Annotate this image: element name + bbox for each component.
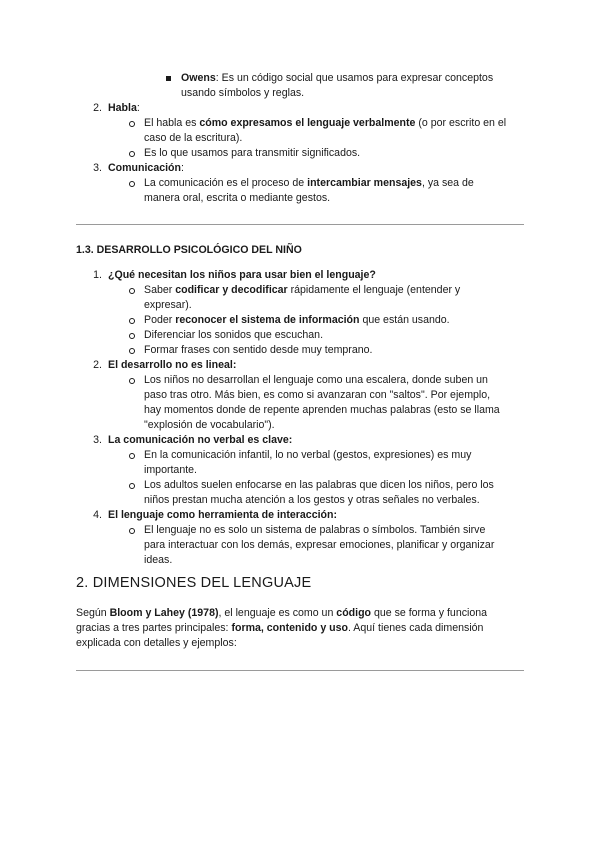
bullet-line: niños prestan mucha atención a los gestos y otras señales no verbales. xyxy=(144,494,480,506)
list-number: 4. xyxy=(93,509,102,521)
circle-bullet-icon xyxy=(129,318,135,324)
circle-bullet-icon xyxy=(129,333,135,339)
owens-line-2: usando símbolos y reglas. xyxy=(181,87,305,99)
circle-bullet-icon xyxy=(129,348,135,354)
bullet-line: importante. xyxy=(144,464,197,476)
list-number: 1. xyxy=(93,269,102,281)
bullet-line: para interactuar con los demás, expresar emociones, planificar y organizar xyxy=(144,539,495,551)
comunicacion-bullet-line-2: manera oral, escrita o mediante gestos. xyxy=(144,192,331,204)
bullet-line: expresar). xyxy=(144,299,192,311)
bullet-line: Saber codificar y decodificar rápidamente el lenguaje (entender y xyxy=(144,284,461,296)
circle-bullet-icon xyxy=(129,378,135,384)
bullet-line: El lenguaje no es solo un sistema de palabras o símbolos. También sirve xyxy=(144,524,486,536)
bullet-line: Los adultos suelen enfocarse en las palabras que dicen los niños, pero los xyxy=(144,479,494,491)
comunicacion-bullet-line-1: La comunicación es el proceso de intercambiar mensajes, ya sea de xyxy=(144,177,474,189)
circle-bullet-icon xyxy=(129,181,135,187)
list-number: 2. xyxy=(93,359,102,371)
list-number: 3. xyxy=(93,162,102,174)
circle-bullet-icon xyxy=(129,528,135,534)
circle-bullet-icon xyxy=(129,151,135,157)
circle-bullet-icon xyxy=(129,453,135,459)
comunicacion-heading: Comunicación: xyxy=(108,162,184,174)
item-heading: La comunicación no verbal es clave: xyxy=(108,434,293,446)
square-bullet-icon xyxy=(166,76,171,81)
circle-bullet-icon xyxy=(129,483,135,489)
bullet-line: Poder reconocer el sistema de información que están usando. xyxy=(144,314,450,326)
habla-bullet-1-line-2: caso de la escritura). xyxy=(144,132,243,144)
horizontal-divider xyxy=(76,670,524,671)
owens-term: Owens xyxy=(181,72,216,84)
habla-heading: Habla: xyxy=(108,102,140,114)
list-number: 2. xyxy=(93,102,102,114)
circle-bullet-icon xyxy=(129,288,135,294)
bullet-line: ideas. xyxy=(144,554,173,566)
owens-line-1: Owens: Es un código social que usamos para expresar conceptos xyxy=(181,72,494,84)
list-number: 3. xyxy=(93,434,102,446)
item-heading: ¿Qué necesitan los niños para usar bien el lenguaje? xyxy=(108,269,376,281)
section-heading-2: 2. DIMENSIONES DEL LENGUAJE xyxy=(76,575,312,591)
item-heading: El lenguaje como herramienta de interacción: xyxy=(108,509,338,521)
paragraph-line: Según Bloom y Lahey (1978), el lenguaje es como un código que se forma y funciona xyxy=(76,607,488,619)
bullet-line: paso tras otro. Más bien, es como si avanzaran con "saltos". Por ejemplo, xyxy=(144,389,491,401)
bullet-line: hay momentos donde de repente aprenden muchas palabras (esto se llama xyxy=(144,404,500,416)
bullet-line: Diferenciar los sonidos que escuchan. xyxy=(144,329,324,341)
item-heading: El desarrollo no es lineal: xyxy=(108,359,237,371)
paragraph-line: explicada con detalles y ejemplos: xyxy=(76,637,237,649)
section-heading-1-3: 1.3. DESARROLLO PSICOLÓGICO DEL NIÑO xyxy=(76,244,302,256)
habla-bullet-1-line-1: El habla es cómo expresamos el lenguaje verbalmente (o por escrito en el xyxy=(144,117,507,129)
circle-bullet-icon xyxy=(129,121,135,127)
horizontal-divider xyxy=(76,224,524,225)
bullet-line: "explosión de vocabulario"). xyxy=(144,419,275,431)
bullet-line: Los niños no desarrollan el lenguaje como una escalera, donde suben un xyxy=(144,374,488,386)
bullet-line: Formar frases con sentido desde muy temprano. xyxy=(144,344,373,356)
paragraph-line: gracias a tres partes principales: forma, contenido y uso. Aquí tienes cada dimensión xyxy=(76,622,484,634)
bullet-line: En la comunicación infantil, lo no verbal (gestos, expresiones) es muy xyxy=(144,449,472,461)
habla-bullet-2: Es lo que usamos para transmitir significados. xyxy=(144,147,361,159)
